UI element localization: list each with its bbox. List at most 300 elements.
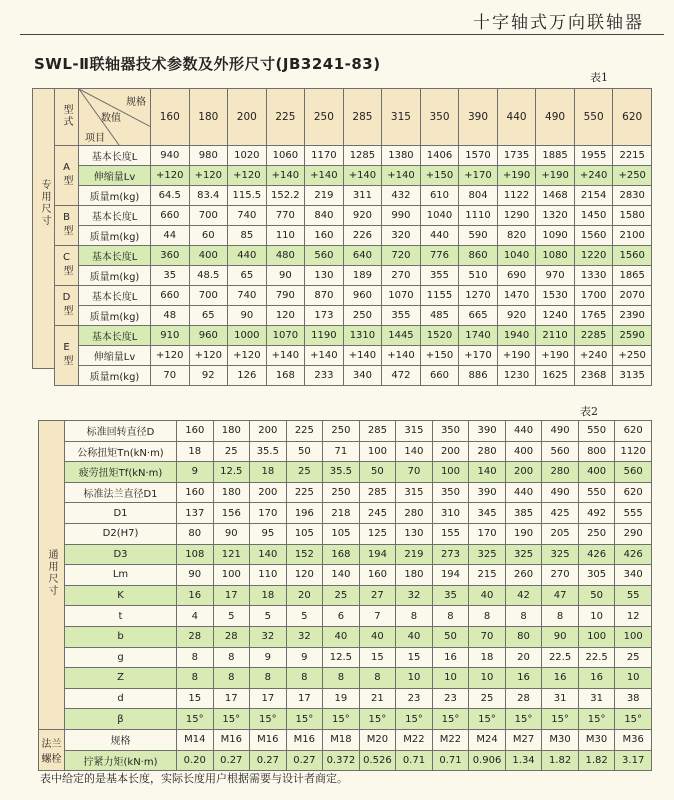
cell: 115.5 — [228, 186, 267, 206]
cell: 350 — [432, 421, 469, 442]
cell: 1.82 — [542, 750, 579, 771]
cell: 40 — [396, 626, 433, 647]
cell: 311 — [343, 186, 382, 206]
cell: 910 — [151, 326, 190, 346]
table-row — [39, 585, 652, 606]
table-row — [55, 186, 652, 206]
table-row — [39, 462, 652, 483]
cell: 360 — [151, 246, 190, 266]
cell: 2590 — [613, 326, 652, 346]
type-header-text: 型式 — [61, 103, 72, 128]
cell: 28 — [177, 626, 214, 647]
cell: 200 — [250, 421, 287, 442]
cell: 1530 — [536, 286, 575, 306]
row-label: Z — [65, 668, 177, 689]
cell: 1.82 — [578, 750, 615, 771]
diagonal-header-cell — [79, 89, 151, 146]
cell: 325 — [469, 544, 506, 565]
cell: 8 — [213, 647, 250, 668]
cell: +140 — [266, 346, 305, 366]
table-row — [39, 626, 652, 647]
cell: 5 — [286, 606, 323, 627]
cell: 21 — [359, 688, 396, 709]
cell: 90 — [542, 626, 579, 647]
cell: 480 — [266, 246, 305, 266]
cell: +140 — [343, 346, 382, 366]
cell: 10 — [578, 606, 615, 627]
cell: 15° — [505, 709, 542, 730]
footnote: 表中给定的是基本长度，实际长度用户根据需要与设计者商定。 — [40, 772, 348, 785]
row-label: 基本长度L — [79, 206, 151, 226]
row-label: 质量m(kg) — [79, 306, 151, 326]
cell: 1560 — [613, 246, 652, 266]
cell: M22 — [396, 729, 433, 750]
row-label: 质量m(kg) — [79, 226, 151, 246]
cell: 100 — [213, 565, 250, 586]
cell: 168 — [266, 366, 305, 386]
cell: 350 — [432, 482, 469, 503]
cell: 285 — [359, 421, 396, 442]
cell: 17 — [213, 585, 250, 606]
cell: 804 — [459, 186, 498, 206]
cell: 5 — [250, 606, 287, 627]
cell: 0.27 — [213, 750, 250, 771]
cell: 219 — [305, 186, 344, 206]
cell: 22.5 — [542, 647, 579, 668]
cell: 8 — [432, 606, 469, 627]
table1-section-label: 专用尺寸 — [32, 88, 54, 369]
cell: 1865 — [613, 266, 652, 286]
cell: 1380 — [382, 146, 421, 166]
cell: 485 — [420, 306, 459, 326]
cell: 285 — [359, 482, 396, 503]
cell: 1000 — [228, 326, 267, 346]
cell: 3.17 — [615, 750, 652, 771]
row-label: 标准法兰直径D1 — [65, 482, 177, 503]
cell: 2110 — [536, 326, 575, 346]
cell: 665 — [459, 306, 498, 326]
size-header: 200 — [228, 89, 267, 146]
cell: +120 — [228, 346, 267, 366]
cell: +120 — [228, 166, 267, 186]
cell: 740 — [228, 286, 267, 306]
size-header: 250 — [305, 89, 344, 146]
cell: 140 — [323, 565, 360, 586]
cell: 0.27 — [250, 750, 287, 771]
row-label: 公称扭矩Tn(kN·m) — [65, 441, 177, 462]
cell: 1230 — [497, 366, 536, 386]
cell: 8 — [323, 668, 360, 689]
cell: 1955 — [574, 146, 613, 166]
cell: 50 — [578, 585, 615, 606]
cell: 2285 — [574, 326, 613, 346]
cell: 720 — [382, 246, 421, 266]
row-label: D1 — [65, 503, 177, 524]
size-header: 390 — [459, 89, 498, 146]
cell: 1520 — [420, 326, 459, 346]
cell: 250 — [323, 421, 360, 442]
cell: +120 — [151, 346, 190, 366]
cell: 8 — [469, 606, 506, 627]
size-header: 350 — [420, 89, 459, 146]
cell: 1885 — [536, 146, 575, 166]
cell: 740 — [228, 206, 267, 226]
cell: 180 — [396, 565, 433, 586]
cell: 180 — [213, 421, 250, 442]
cell: 940 — [151, 146, 190, 166]
cell: 1040 — [497, 246, 536, 266]
row-label: 拧紧力矩(kN·m) — [65, 750, 177, 771]
table-row — [55, 326, 652, 346]
cell: 250 — [323, 482, 360, 503]
header-rule — [20, 34, 664, 35]
cell: 325 — [505, 544, 542, 565]
cell: 280 — [469, 441, 506, 462]
cell: 126 — [228, 366, 267, 386]
cell: 820 — [497, 226, 536, 246]
table-row — [39, 441, 652, 462]
cell: 400 — [578, 462, 615, 483]
cell: 640 — [343, 246, 382, 266]
cell: 95 — [250, 523, 287, 544]
cell: +170 — [459, 166, 498, 186]
cell: 60 — [189, 226, 228, 246]
type-cell — [55, 206, 79, 246]
cell: 219 — [396, 544, 433, 565]
cell: 35.5 — [250, 441, 287, 462]
cell: 156 — [213, 503, 250, 524]
cell: M14 — [177, 729, 214, 750]
cell: +140 — [266, 166, 305, 186]
type-text: A型 — [61, 161, 72, 187]
row-label: 基本长度L — [79, 326, 151, 346]
type-header — [55, 89, 79, 146]
cell: +250 — [613, 346, 652, 366]
cell: 15° — [578, 709, 615, 730]
cell: 550 — [578, 421, 615, 442]
cell: 64.5 — [151, 186, 190, 206]
cell: 590 — [459, 226, 498, 246]
cell: 218 — [323, 503, 360, 524]
cell: 108 — [177, 544, 214, 565]
cell: 50 — [286, 441, 323, 462]
cell: M36 — [615, 729, 652, 750]
cell: 16 — [578, 668, 615, 689]
cell: 270 — [542, 565, 579, 586]
cell: 560 — [542, 441, 579, 462]
cell: 65 — [189, 306, 228, 326]
cell: +190 — [497, 166, 536, 186]
cell: 12.5 — [213, 462, 250, 483]
cell: 8 — [177, 647, 214, 668]
cell: 325 — [542, 544, 579, 565]
cell: 15° — [213, 709, 250, 730]
cell: 125 — [359, 523, 396, 544]
cell: 18 — [177, 441, 214, 462]
cell: 560 — [615, 462, 652, 483]
cell: 385 — [505, 503, 542, 524]
table1-caption: 表1 — [590, 71, 608, 84]
cell: 160 — [305, 226, 344, 246]
cell: 18 — [250, 462, 287, 483]
size-header: 490 — [536, 89, 575, 146]
section-text: 通用尺寸 — [46, 549, 57, 598]
cell: 492 — [578, 503, 615, 524]
size-header: 315 — [382, 89, 421, 146]
cell: 100 — [578, 626, 615, 647]
cell: +150 — [420, 346, 459, 366]
cell: +250 — [613, 166, 652, 186]
row-label: 疲劳扭矩Tf(kN·m) — [65, 462, 177, 483]
cell: M16 — [213, 729, 250, 750]
type-cell — [55, 326, 79, 386]
cell: M16 — [286, 729, 323, 750]
cell: 432 — [382, 186, 421, 206]
cell: 130 — [305, 266, 344, 286]
cell: 196 — [286, 503, 323, 524]
cell: 340 — [615, 565, 652, 586]
bolt-text: 法兰螺栓 — [41, 739, 62, 765]
cell: 1270 — [459, 286, 498, 306]
cell: 1470 — [497, 286, 536, 306]
cell: 660 — [151, 206, 190, 226]
cell: 2154 — [574, 186, 613, 206]
type-text: C型 — [61, 251, 72, 277]
cell: 8 — [359, 668, 396, 689]
cell: 1290 — [497, 206, 536, 226]
cell: 1765 — [574, 306, 613, 326]
cell: 140 — [250, 544, 287, 565]
cell: 70 — [469, 626, 506, 647]
row-label: t — [65, 606, 177, 627]
cell: 90 — [228, 306, 267, 326]
cell: 10 — [432, 668, 469, 689]
cell: 23 — [396, 688, 433, 709]
cell: 160 — [177, 482, 214, 503]
cell: 4 — [177, 606, 214, 627]
row-label: 质量m(kg) — [79, 266, 151, 286]
cell: 1060 — [266, 146, 305, 166]
cell: 42 — [505, 585, 542, 606]
cell: 194 — [359, 544, 396, 565]
cell: 2100 — [613, 226, 652, 246]
cell: 15° — [286, 709, 323, 730]
cell: 800 — [578, 441, 615, 462]
table-row — [39, 503, 652, 524]
cell: M18 — [323, 729, 360, 750]
cell: 1120 — [615, 441, 652, 462]
row-label: D3 — [65, 544, 177, 565]
cell: +240 — [574, 346, 613, 366]
cell: 1155 — [420, 286, 459, 306]
cell: 17 — [286, 688, 323, 709]
cell: 40 — [469, 585, 506, 606]
type-cell — [55, 246, 79, 286]
cell: 870 — [305, 286, 344, 306]
cell: 20 — [286, 585, 323, 606]
table-row — [39, 421, 652, 442]
cell: 560 — [305, 246, 344, 266]
cell: M24 — [469, 729, 506, 750]
cell: 25 — [615, 647, 652, 668]
cell: +120 — [189, 166, 228, 186]
cell: 19 — [323, 688, 360, 709]
cell: 960 — [343, 286, 382, 306]
cell: 16 — [505, 668, 542, 689]
cell: 120 — [286, 565, 323, 586]
cell: 990 — [382, 206, 421, 226]
cell: 100 — [432, 462, 469, 483]
type-cell — [55, 286, 79, 326]
cell: 920 — [343, 206, 382, 226]
row-label: 伸缩量Lv — [79, 346, 151, 366]
cell: 0.372 — [323, 750, 360, 771]
table2-caption: 表2 — [580, 405, 598, 418]
cell: 23 — [432, 688, 469, 709]
table-row — [39, 688, 652, 709]
cell: 40 — [359, 626, 396, 647]
cell: 18 — [250, 585, 287, 606]
cell: 1.34 — [505, 750, 542, 771]
cell: 260 — [505, 565, 542, 586]
cell: 270 — [382, 266, 421, 286]
cell: 194 — [432, 565, 469, 586]
cell: 426 — [615, 544, 652, 565]
cell: 6 — [323, 606, 360, 627]
cell: 28 — [505, 688, 542, 709]
cell: 1580 — [613, 206, 652, 226]
cell: 555 — [615, 503, 652, 524]
cell: 160 — [359, 565, 396, 586]
cell: 35 — [151, 266, 190, 286]
cell: 426 — [578, 544, 615, 565]
row-label: D2(H7) — [65, 523, 177, 544]
cell: +150 — [420, 166, 459, 186]
type-text: D型 — [61, 291, 72, 317]
cell: 32 — [250, 626, 287, 647]
cell: 155 — [432, 523, 469, 544]
row-label: β — [65, 709, 177, 730]
cell: 48.5 — [189, 266, 228, 286]
cell: 7 — [359, 606, 396, 627]
cell: 15° — [396, 709, 433, 730]
cell: 15° — [359, 709, 396, 730]
diag-label-c: 项目 — [85, 133, 105, 144]
cell: 70 — [151, 366, 190, 386]
cell: 290 — [615, 523, 652, 544]
cell: 1940 — [497, 326, 536, 346]
cell: 15° — [250, 709, 287, 730]
size-header: 550 — [574, 89, 613, 146]
cell: 200 — [250, 482, 287, 503]
diagonal-header — [79, 89, 150, 145]
cell: 180 — [213, 482, 250, 503]
cell: +140 — [305, 166, 344, 186]
cell: 9 — [250, 647, 287, 668]
cell: 1700 — [574, 286, 613, 306]
cell: 120 — [266, 306, 305, 326]
cell: 137 — [177, 503, 214, 524]
cell: 280 — [396, 503, 433, 524]
table-row — [39, 523, 652, 544]
cell: 550 — [578, 482, 615, 503]
cell: +190 — [497, 346, 536, 366]
table1 — [54, 88, 652, 386]
cell: 22.5 — [578, 647, 615, 668]
table-row — [39, 606, 652, 627]
cell: 225 — [286, 421, 323, 442]
cell: 1122 — [497, 186, 536, 206]
cell: 0.27 — [286, 750, 323, 771]
cell: 12.5 — [323, 647, 360, 668]
size-header: 620 — [613, 89, 652, 146]
cell: 1570 — [459, 146, 498, 166]
cell: 8 — [286, 668, 323, 689]
cell: 225 — [286, 482, 323, 503]
cell: 1560 — [574, 226, 613, 246]
cell: 8 — [542, 606, 579, 627]
cell: M20 — [359, 729, 396, 750]
table2-section-label — [39, 421, 65, 730]
cell: M30 — [578, 729, 615, 750]
cell: 776 — [420, 246, 459, 266]
cell: 1240 — [536, 306, 575, 326]
cell: M27 — [505, 729, 542, 750]
cell: 1468 — [536, 186, 575, 206]
cell: 15° — [615, 709, 652, 730]
row-label: g — [65, 647, 177, 668]
cell: 105 — [286, 523, 323, 544]
table-row — [55, 366, 652, 386]
row-label: 伸缩量Lv — [79, 166, 151, 186]
cell: 44 — [151, 226, 190, 246]
cell: 48 — [151, 306, 190, 326]
cell: 80 — [505, 626, 542, 647]
cell: 886 — [459, 366, 498, 386]
table-row — [55, 226, 652, 246]
cell: 620 — [615, 482, 652, 503]
cell: 17 — [213, 688, 250, 709]
cell: 660 — [151, 286, 190, 306]
table-row — [55, 286, 652, 306]
cell: 440 — [505, 482, 542, 503]
cell: 425 — [542, 503, 579, 524]
cell: +240 — [574, 166, 613, 186]
cell: 400 — [189, 246, 228, 266]
cell: 8 — [213, 668, 250, 689]
cell: 9 — [177, 462, 214, 483]
table-row — [39, 729, 652, 750]
cell: 0.71 — [396, 750, 433, 771]
cell: 168 — [323, 544, 360, 565]
size-header: 285 — [343, 89, 382, 146]
cell: 2830 — [613, 186, 652, 206]
cell: 40 — [323, 626, 360, 647]
cell: 15° — [177, 709, 214, 730]
cell: 1070 — [382, 286, 421, 306]
cell: 28 — [213, 626, 250, 647]
cell: 340 — [343, 366, 382, 386]
type-text: E型 — [61, 341, 72, 367]
cell: 160 — [177, 421, 214, 442]
cell: 50 — [359, 462, 396, 483]
cell: M30 — [542, 729, 579, 750]
cell: 2215 — [613, 146, 652, 166]
table1-header-row — [55, 89, 652, 146]
cell: 105 — [323, 523, 360, 544]
diag-label-b: 数值 — [101, 113, 121, 124]
cell: 32 — [396, 585, 433, 606]
